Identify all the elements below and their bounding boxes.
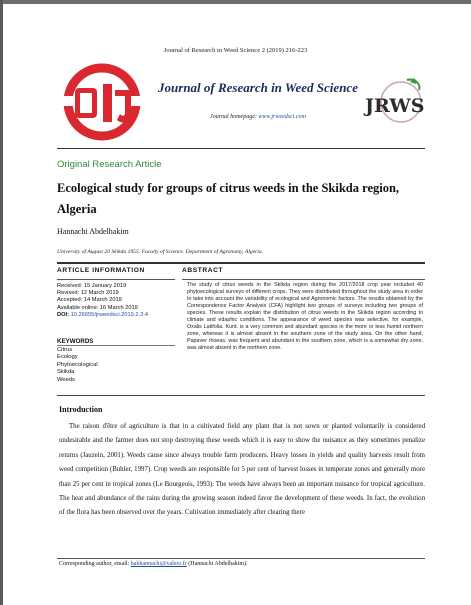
journal-reference: Journal of Research in Weed Science 2 (2019) 216-223 xyxy=(163,47,308,54)
keywords-list xyxy=(57,347,98,384)
available-date: Available online: 16 March 2019 xyxy=(57,304,138,311)
keyword-item: Phytoecological xyxy=(57,361,98,368)
author-email-link[interactable]: hakhannachi@yahoo.fr xyxy=(130,561,187,567)
abstract-separator xyxy=(57,395,425,396)
abstract-text: The study of citrus weeds in the Skikda region during the 2017/2018 crop year included 40 phytoecological surveys of different crops. They were distributed throughout the study area in order to take into account the variability of ecological and Agronomic factors. The results obtained by the Correspondence Factor Analysis (CFA) highlight two groups of surveys including two groups of species. These results explain the distribution of citrus weeds in the Skikda region according to climate and edaphic conditions. The appearance of weed species was selective, for example, Oxalis Latifolia. Kunt. is a very common and abundant species in the more or less humid northern zone, whereas it is almost absent in the southern zone of the study area. On the other hand, Papaver rhoeas. was frequent and abundant in the southern zone, which is a somewhat dry zone, was almost absent in the northern zone. xyxy=(187,282,423,352)
homepage-label: Journal homepage: xyxy=(210,114,257,120)
keyword-item: Ecology xyxy=(57,354,78,361)
article-type: Original Research Article xyxy=(57,159,162,170)
introduction-heading: Introduction xyxy=(59,405,103,414)
abstract-heading: ABSTRACT xyxy=(182,267,425,280)
journal-homepage xyxy=(158,114,358,120)
keyword-item: Skikda xyxy=(57,369,75,376)
footnote-name: (Hannachi Abdelhakim). xyxy=(188,561,248,567)
article-dates xyxy=(57,283,179,319)
footnote-separator xyxy=(57,558,425,559)
journal-logo-icon xyxy=(57,62,147,142)
introduction-text: The raison d'être of agriculture is that in a cultivated field any plant that is not sown or planted voluntarily is considered undesirable and the farmer does not stop destroying these weeds which it is easy to show the nuisance as they sometimes penalize returns (Jauzein, 2001). Weeds cause since always trouble farm producers. Heavy losses in yields and quality harvests result from weed competition (Buhler, 1997). Crop weeds are responsible for 5 per cent of harvest losses in temperate zones and generally more than 25 per cent in tropical zones (Le Bourgeois, 1993). The weeds have always been an important nuisance for tropical agriculture. The heat and abundance of the rains during the growing season indeed favor the development of these weeds. In fact, the evolution of the flora has been observed over the years. Cultivation immediately after clearing there xyxy=(59,423,425,517)
header-separator xyxy=(57,262,425,264)
left-border xyxy=(0,0,3,605)
homepage-link[interactable]: www.jrweedsci.com xyxy=(258,114,306,120)
keyword-item: Weeds xyxy=(57,376,75,383)
doi-label: DOI: xyxy=(57,311,70,318)
jrws-logo-icon xyxy=(363,76,427,132)
doi-link[interactable]: 10.26655/jrweedsci.2019.2.3.4 xyxy=(70,311,149,318)
revised-date: Revised: 12 March 2019 xyxy=(57,290,119,297)
keyword-item: Citrus xyxy=(57,347,73,353)
jrws-logo-text: JRWS xyxy=(365,95,425,117)
paper-title: Ecological study for groups of citrus weeds in the Skikda region, Algeria xyxy=(57,181,400,216)
accepted-date: Accepted: 14 March 2019 xyxy=(57,297,122,304)
article-info-heading: ARTICLE INFORMATION xyxy=(57,267,175,280)
keywords-heading: KEYWORDS xyxy=(57,338,175,346)
journal-title: Journal of Research in Weed Science xyxy=(158,80,358,95)
doi xyxy=(57,312,179,319)
corresponding-author-footnote xyxy=(59,561,248,567)
footnote-label: Corresponding author, email: xyxy=(59,561,130,567)
author-affiliation: University of August 20 Skikda 1955. Faculty of Science. Department of Agronomy, Algeria. xyxy=(57,249,264,255)
author-name: Hannachi Abdelhakim xyxy=(57,227,129,236)
received-date: Received: 15 January 2019 xyxy=(57,283,127,289)
top-border xyxy=(0,0,471,4)
